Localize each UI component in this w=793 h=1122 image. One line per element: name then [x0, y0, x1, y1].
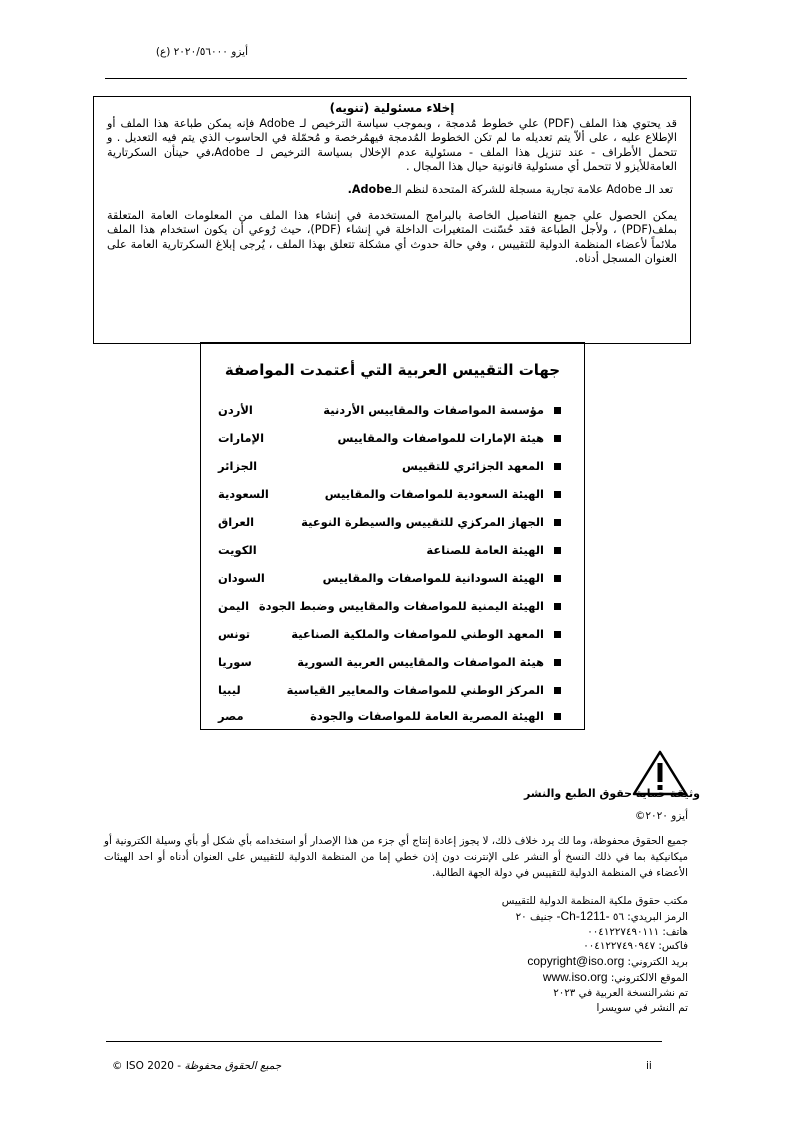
list-item [218, 428, 561, 448]
country-name: الجزائر [218, 459, 258, 473]
postal-city: جنيف ٢٠ [515, 910, 554, 923]
country-name: تونس [218, 627, 251, 641]
disclaimer-paragraph-2 [107, 183, 677, 197]
email-link[interactable]: copyright@iso.org [527, 954, 625, 969]
adopting-bodies-title: جهات التقييس العربية التي أعتمدت المواصفة [224, 361, 561, 379]
country-name: العراق [218, 515, 255, 529]
country-name: اليمن [218, 599, 250, 613]
bullet-square-icon [554, 659, 561, 666]
list-item [218, 596, 561, 616]
bullet-square-icon [554, 491, 561, 498]
postal-code: -Ch-1211- [556, 908, 610, 923]
country-name: السعودية [218, 487, 269, 501]
bullet-square-icon [554, 575, 561, 582]
email-label: بريد الكتروني: [627, 956, 688, 969]
country-name: الإمارات [218, 431, 265, 445]
disclaimer-paragraph-1: قد يحتوي هذا الملف (PDF) علي خطوط مُدمجة ، وبموجب سياسة الترخيص لـ Adobe فإنه يمكن طباعة هذا الملف أو الإطلاع عليه ، على ألاّ يتم تعديله ما لم تكن الخطوط المُدمجة فيهمُرخصة و مُحمّلة في الحاسوب الذي يتم فيه التعديل . و تتحمل الأطراف - عند تنزيل هذا الملف - مسئولية عدم الإخلال بسياسة الترخيص لـ Adobe،في حينأن السكرتارية العامةللأيزو لا تتحمل أي مسئولية قانونية حيال هذا المجال . [107, 117, 678, 173]
footer-copyright-mark: © ISO 2020 - [112, 1060, 182, 1072]
body-name: الهيئة السودانية للمواصفات والمقاييس [322, 571, 544, 585]
body-name: الهيئة السعودية للمواصفات والمقاييس [324, 487, 544, 501]
disclaimer-trademark-text: تعد الـ Adobe علامة تجارية مسجلة للشركة المتحدة لنظم الـ [391, 183, 673, 197]
disclaimer-paragraph-3: يمكن الحصول علي جميع التفاصيل الخاصة بالبرامج المستخدمة في إنشاء هذا الملف من المعلومات العامة المتعلقة بملف(PDF) ، ولأجل الطباعة فقد حُسّنت المتغيرات الداخلة في إنشاء (PDF)، حيث رُوعي أن يكون استخدام هذا الملف ملائماً لأعضاء المنظمة الدولية للتقييس ، وفي حالة حدوث أي مشكلة تتعلق بهذا الملف ، يُرجى إبلاغ السكرتارية العامة على العنوان المسجل أدناه. [107, 209, 678, 265]
contact-postal [300, 909, 688, 925]
body-name: هيئة الإمارات للمواصفات والمقاييس [337, 431, 544, 445]
web-link[interactable]: www.iso.org [542, 969, 608, 984]
country-name: مصر [218, 709, 244, 723]
adopting-bodies-list [200, 342, 585, 730]
bullet-square-icon [554, 547, 561, 554]
list-item [218, 568, 561, 588]
body-name: الجهاز المركزي للتقييس والسيطرة النوعية [301, 515, 544, 529]
copyright-contact [300, 894, 688, 1015]
disclaimer-title: إخلاء مسئولية (تنويه) [329, 101, 455, 115]
postal-label: الرمز البريدي: ٥٦ [612, 910, 688, 923]
footer-divider [106, 1041, 662, 1042]
country-name: سوريا [218, 655, 252, 669]
bullet-square-icon [554, 407, 561, 414]
contact-printed-in: تم النشر في سويسرا [596, 1001, 688, 1014]
country-name: الكويت [218, 543, 257, 557]
contact-office: مكتب حقوق ملكية المنظمة الدولية للتقييس [501, 895, 688, 907]
list-item [218, 400, 561, 420]
list-item [218, 484, 561, 504]
list-item [218, 706, 561, 726]
web-label: الموقع الالكتروني: [610, 971, 688, 984]
footer-copyright [112, 1060, 312, 1072]
list-item [218, 680, 561, 700]
body-name: مؤسسة المواصفات والمقاييس الأردنية [323, 403, 544, 417]
list-item [218, 624, 561, 644]
body-name: الهيئة اليمنية للمواصفات والمقاييس وضبط الجودة [258, 599, 544, 613]
list-item [218, 652, 561, 672]
bullet-square-icon [554, 687, 561, 694]
footer-rights: جميع الحقوق محفوظة [184, 1060, 282, 1072]
list-item [218, 512, 561, 532]
bullet-square-icon [554, 631, 561, 638]
list-item [218, 456, 561, 476]
page-number: ii [646, 1060, 652, 1072]
copyright-year: أيزو ٢٠٢٠© [634, 810, 688, 822]
body-name: المركز الوطني للمواصفات والمعايير القياسية [286, 683, 544, 697]
bullet-square-icon [554, 435, 561, 442]
body-name: المعهد الوطني للمواصفات والملكية الصناعية [291, 627, 544, 641]
body-name: هيئة المواصفات والمقاييس العربية السورية [297, 655, 544, 669]
contact-web [300, 970, 688, 986]
disclaimer-trademark-brand: Adobe. [347, 183, 392, 197]
body-name: المعهد الجزائري للتقييس [402, 459, 544, 473]
contact-email [300, 954, 688, 970]
body-name: الهيئة المصرية العامة للمواصفات والجودة [310, 709, 544, 723]
copyright-title: وثيقة حماية حقوق الطبع والنشر [523, 787, 700, 800]
contact-phone: هاتف: ٠٠٤١٢٢٧٤٩٠١١١ [587, 925, 688, 938]
bullet-square-icon [554, 519, 561, 526]
contact-arabic-published: تم نشرالنسخة العربية في ٢٠٢٣ [553, 986, 688, 999]
country-name: ليبيا [218, 683, 241, 697]
bullet-square-icon [554, 603, 561, 610]
body-name: الهيئة العامة للصناعة [426, 543, 544, 557]
country-name: السودان [218, 571, 265, 585]
bullet-square-icon [554, 713, 561, 720]
header-reference: أيزو ٢٠٢٠/٥٦٠٠٠ (ع) [155, 46, 248, 58]
contact-fax: فاكس: ٠٠٤١٢٢٧٤٩٠٩٤٧ [583, 940, 688, 953]
disclaimer-box [93, 96, 691, 344]
header-divider [105, 78, 687, 79]
copyright-body: جميع الحقوق محفوظة، وما لك يرد خلاف ذلك، لا يجوز إعادة إنتاج أي جزء من هذا الإصدار أو استخدامه بأي شكل أو بأي وسيلة الكترونية أو ميكانيكية بما في ذلك النسخ أو النشر على الإنترنت دون إذن خطي إما من المنظمة الدولية للتقييس على العنوان أدناه أو احد الهيئات الأعضاء في المنظمة الدولية للتقييس في دولة الجهة الطالبة. [104, 835, 688, 879]
list-item [218, 540, 561, 560]
bullet-square-icon [554, 463, 561, 470]
country-name: الأردن [218, 403, 253, 417]
